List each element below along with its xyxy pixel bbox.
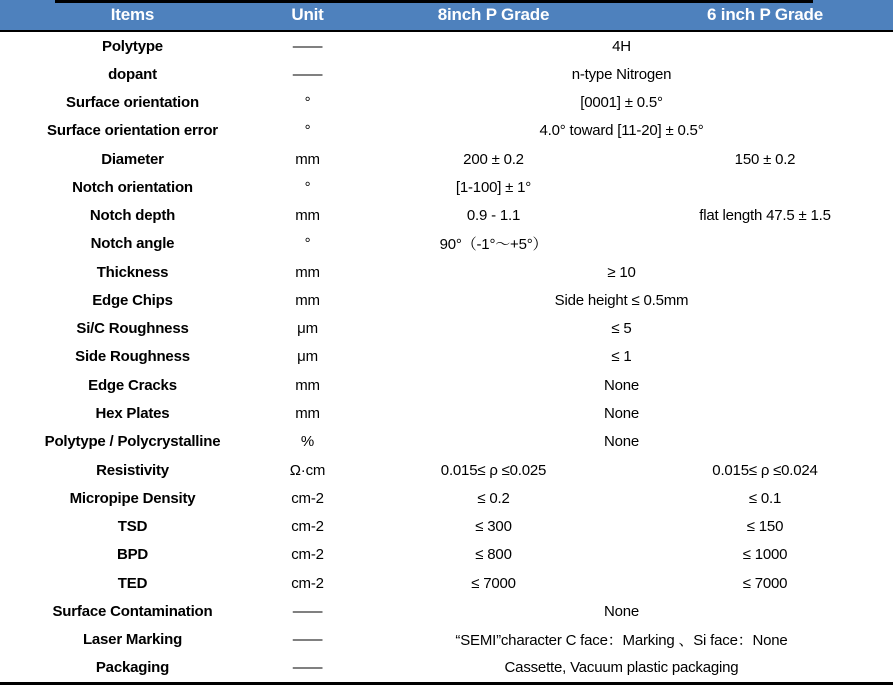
table-row: [0, 541, 893, 569]
item-label: dopant: [108, 65, 157, 83]
column-header-8inch-p-grade: 8inch P Grade: [437, 5, 550, 24]
unit-label: ——: [292, 602, 323, 620]
value-merged: 4.0° toward [11-20] ± 0.5°: [539, 122, 704, 140]
value-merged: None: [603, 376, 640, 394]
value-6inch: ≤ 1000: [742, 546, 788, 564]
item-label: Resistivity: [96, 461, 169, 479]
value-merged: None: [603, 602, 640, 620]
item-label: Surface orientation: [66, 94, 199, 112]
item-label: Surface Contamination: [52, 602, 213, 620]
value-8inch: 0.015≤ ρ ≤0.025: [440, 461, 547, 479]
item-label: Edge Chips: [92, 291, 173, 309]
item-label: Micropipe Density: [69, 489, 196, 507]
unit-label: ——: [292, 631, 323, 649]
value-merged: Cassette, Vacuum plastic packaging: [504, 659, 739, 677]
table-top-border: [55, 0, 813, 3]
table-row: [0, 343, 893, 371]
item-label: Laser Marking: [82, 631, 183, 649]
column-header-unit: Unit: [291, 5, 324, 24]
table-row: [0, 230, 893, 258]
unit-label: mm: [295, 263, 320, 281]
value-6inch: 0.015≤ ρ ≤0.024: [712, 461, 818, 479]
unit-label: μm: [297, 320, 318, 338]
value-merged: Side height ≤ 0.5mm: [554, 291, 689, 309]
item-label: Side Roughness: [75, 348, 190, 366]
value-8inch: ≤ 0.2: [477, 489, 510, 507]
table-row: [0, 286, 893, 314]
table-body: [0, 32, 893, 682]
value-6inch: [637, 230, 893, 258]
table-row: [0, 512, 893, 540]
table-row: [0, 117, 893, 145]
value-8inch: 200 ± 0.2: [463, 150, 524, 168]
unit-label: %: [300, 433, 315, 451]
table-row: [0, 399, 893, 427]
value-6inch: flat length 47.5 ± 1.5: [699, 207, 831, 225]
item-label: Polytype / Polycrystalline: [44, 433, 221, 451]
table-row: [0, 654, 893, 682]
item-label: Notch angle: [90, 235, 175, 253]
value-8inch: 0.9 - 1.1: [466, 207, 521, 225]
unit-label: cm-2: [291, 518, 324, 536]
item-label: Notch orientation: [72, 178, 193, 196]
unit-label: cm-2: [291, 574, 324, 592]
unit-label: cm-2: [291, 489, 324, 507]
value-6inch: ≤ 0.1: [748, 489, 782, 507]
value-8inch: ≤ 300: [475, 518, 512, 536]
item-label: Edge Cracks: [88, 376, 177, 394]
unit-label: °: [304, 122, 311, 140]
table-row: [0, 569, 893, 597]
item-label: TED: [117, 574, 148, 592]
item-label: TSD: [117, 518, 148, 536]
item-label: Si/C Roughness: [76, 320, 189, 338]
table-row: [0, 597, 893, 625]
value-6inch: [637, 173, 893, 201]
unit-label: ——: [292, 37, 323, 55]
unit-label: cm-2: [291, 546, 324, 564]
column-header-6inch-p-grade: 6 inch P Grade: [707, 5, 823, 24]
value-merged: None: [603, 405, 640, 423]
unit-label: μm: [297, 348, 318, 366]
unit-label: mm: [295, 405, 320, 423]
value-8inch: ≤ 7000: [471, 574, 516, 592]
unit-label: mm: [295, 150, 320, 168]
table-row: [0, 625, 893, 653]
table-row: [0, 456, 893, 484]
value-6inch: ≤ 150: [746, 518, 784, 536]
item-label: Hex Plates: [95, 405, 170, 423]
value-6inch: ≤ 7000: [742, 574, 788, 592]
table-row: [0, 89, 893, 117]
column-header-items: Items: [110, 5, 155, 24]
unit-label: Ω·cm: [289, 461, 326, 479]
table-row: [0, 428, 893, 456]
table-row: [0, 371, 893, 399]
table-row: [0, 32, 893, 60]
item-label: Thickness: [96, 263, 169, 281]
table-row: [0, 145, 893, 173]
table-row: [0, 258, 893, 286]
value-merged: “SEMI”character C face：Marking 、Si face：None: [455, 632, 788, 650]
value-merged: None: [603, 433, 640, 451]
table-header: [0, 0, 893, 32]
item-label: BPD: [116, 546, 149, 564]
table-row: [0, 202, 893, 230]
value-merged: ≤ 5: [611, 320, 632, 338]
value-merged: [0001] ± 0.5°: [580, 94, 663, 112]
value-8inch: [1-100] ± 1°: [455, 178, 532, 196]
item-label: Diameter: [101, 150, 164, 168]
unit-label: °: [304, 235, 311, 253]
table-row: [0, 484, 893, 512]
table-row: [0, 60, 893, 88]
unit-label: °: [304, 94, 311, 112]
value-6inch: 150 ± 0.2: [734, 150, 796, 168]
value-8inch: 90°（-1°～+5°）: [439, 236, 548, 254]
unit-label: mm: [295, 291, 320, 309]
value-8inch: ≤ 800: [475, 546, 512, 564]
item-label: Polytype: [102, 37, 163, 55]
unit-label: °: [304, 178, 311, 196]
unit-label: mm: [295, 376, 320, 394]
value-merged: n-type Nitrogen: [571, 65, 672, 83]
value-merged: 4H: [612, 37, 631, 55]
item-label: Surface orientation error: [47, 122, 218, 140]
unit-label: mm: [295, 207, 320, 225]
value-merged: ≤ 1: [611, 348, 632, 366]
table-row: [0, 315, 893, 343]
unit-label: ——: [292, 65, 323, 83]
unit-label: ——: [292, 659, 323, 677]
item-label: Notch depth: [89, 207, 176, 225]
table-row: [0, 173, 893, 201]
value-merged: ≥ 10: [607, 263, 636, 281]
item-label: Packaging: [95, 659, 170, 677]
